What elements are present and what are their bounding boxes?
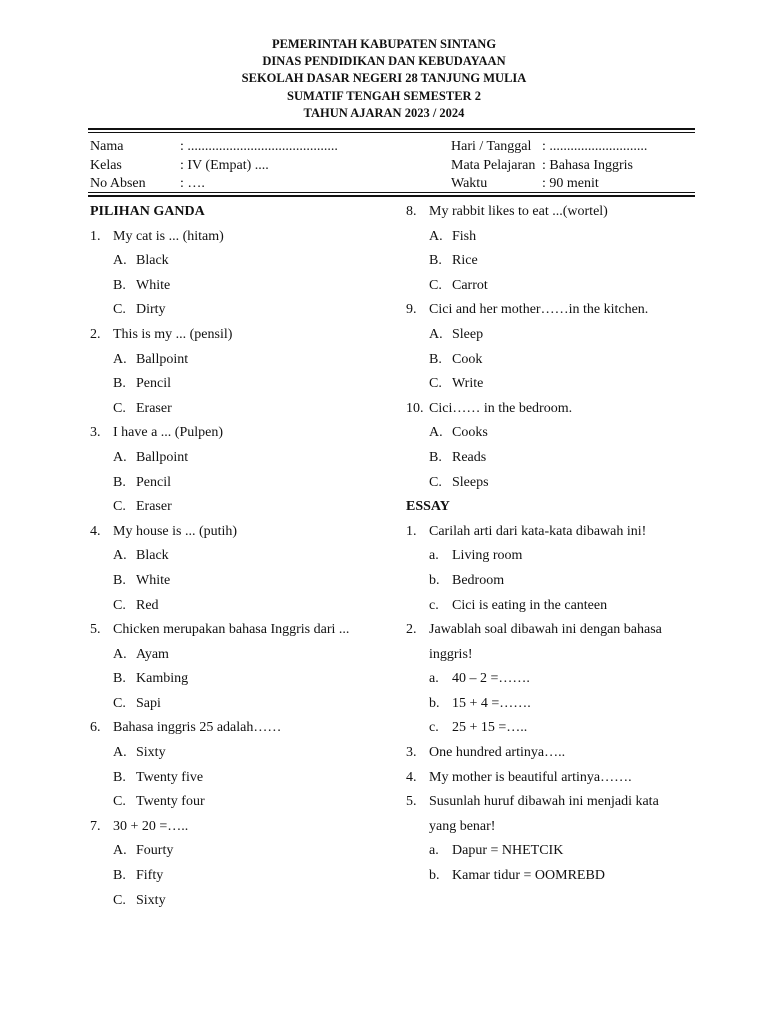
option-text: Ayam: [136, 646, 169, 662]
option-text: Rice: [452, 253, 478, 269]
option-letter: A.: [113, 449, 127, 465]
question-number: 5.: [406, 794, 417, 810]
info-label: Mata Pelajaran: [451, 157, 536, 173]
option-letter: C.: [429, 376, 442, 392]
answer-option: [90, 298, 390, 323]
option-letter: a.: [429, 843, 439, 859]
answer-option: [90, 790, 390, 815]
question-number: 1.: [90, 228, 101, 244]
question-item: [90, 815, 390, 840]
info-value: : IV (Empat) ....: [180, 157, 269, 173]
question-continuation: [406, 815, 706, 840]
info-label: No Absen: [90, 176, 146, 191]
question-text: My cat is ... (hitam): [113, 228, 224, 244]
answer-option: [90, 667, 390, 692]
option-letter: B.: [113, 769, 126, 785]
option-text: Cici is eating in the canteen: [452, 597, 608, 613]
option-text: Pencil: [136, 376, 171, 392]
answer-option: [406, 692, 706, 717]
questions-left-column: [90, 200, 390, 913]
question-number: 3.: [406, 745, 417, 761]
option-text: Dirty: [136, 302, 166, 318]
option-letter: b.: [429, 868, 440, 884]
answer-option: [406, 667, 706, 692]
info-row-hari-tanggal: [451, 138, 647, 157]
answer-option: [90, 889, 390, 914]
question-text: Carilah arti dari kata-kata dibawah ini!: [429, 523, 647, 539]
option-letter: B.: [113, 474, 126, 490]
option-text: Cook: [452, 351, 483, 367]
header-line-exam: SUMATIF TENGAH SEMESTER 2: [287, 88, 481, 103]
answer-option: [406, 274, 706, 299]
option-letter: A.: [429, 228, 443, 244]
option-letter: c.: [429, 597, 439, 613]
option-text: Sleep: [452, 326, 484, 342]
question-text: Cici and her mother……in the kitchen.: [429, 302, 649, 318]
answer-option: [406, 569, 706, 594]
answer-option: [406, 716, 706, 741]
option-letter: C.: [429, 474, 442, 490]
question-item: [90, 323, 390, 348]
answer-option: [90, 471, 390, 496]
option-text: White: [136, 572, 171, 588]
question-number: 9.: [406, 302, 417, 318]
header-line-year: TAHUN AJARAN 2023 / 2024: [303, 105, 465, 120]
question-text: Jawablah soal dibawah ini dengan bahasa: [429, 622, 662, 638]
answer-option: [406, 446, 706, 471]
info-row-mata-pelajaran: [451, 157, 647, 176]
answer-option: [90, 692, 390, 717]
option-letter: b.: [429, 695, 440, 711]
info-value: : Bahasa Inggris: [542, 157, 633, 173]
info-label: Hari / Tanggal: [451, 139, 532, 154]
question-number: 10.: [406, 400, 424, 416]
option-letter: B.: [113, 572, 126, 588]
option-text: Black: [136, 548, 169, 564]
question-number: 2.: [406, 622, 417, 638]
question-number: 4.: [406, 769, 417, 785]
option-text: Sleeps: [452, 474, 489, 490]
option-text: Kambing: [136, 671, 189, 687]
question-item: [90, 520, 390, 545]
info-value: : ...........................................: [180, 139, 338, 154]
option-letter: b.: [429, 572, 440, 588]
question-text: Bahasa inggris 25 adalah……: [113, 720, 282, 736]
question-text: This is my ... (pensil): [113, 326, 233, 342]
option-text: Fourty: [136, 843, 174, 859]
option-letter: C.: [429, 277, 442, 293]
option-letter: C.: [113, 499, 126, 515]
option-text: Dapur = NHETCIK: [452, 843, 564, 859]
option-text: Kamar tidur = OOMREBD: [452, 868, 605, 884]
question-number: 1.: [406, 523, 417, 539]
answer-option: [90, 446, 390, 471]
option-letter: B.: [113, 868, 126, 884]
option-text: Fifty: [136, 868, 164, 884]
answer-option: [406, 225, 706, 250]
option-text: Black: [136, 253, 169, 269]
question-number: 2.: [90, 326, 101, 342]
option-letter: a.: [429, 548, 439, 564]
option-letter: B.: [429, 449, 442, 465]
option-letter: B.: [113, 671, 126, 687]
answer-option: [406, 421, 706, 446]
question-text: 30 + 20 =…..: [113, 818, 189, 834]
option-letter: A.: [113, 646, 127, 662]
option-text: Pencil: [136, 474, 171, 490]
question-item: [406, 741, 706, 766]
question-number: 8.: [406, 204, 417, 219]
answer-option: [90, 372, 390, 397]
answer-option: [90, 864, 390, 889]
option-text: Twenty four: [136, 794, 205, 810]
header-divider-top: [88, 128, 695, 130]
answer-option: [406, 471, 706, 496]
answer-option: [406, 839, 706, 864]
question-number: 5.: [90, 622, 101, 638]
question-text: Cici…… in the bedroom.: [429, 400, 573, 416]
option-text: yang benar!: [429, 818, 496, 834]
option-text: Sapi: [136, 695, 161, 711]
answer-option: [406, 348, 706, 373]
option-text: Eraser: [136, 400, 172, 416]
answer-option: [90, 741, 390, 766]
answer-option: [90, 249, 390, 274]
option-text: Write: [452, 376, 484, 392]
answer-option: [406, 864, 706, 889]
answer-option: [90, 544, 390, 569]
question-item: [90, 716, 390, 741]
section-heading: PILIHAN GANDA: [90, 204, 205, 219]
answer-option: [90, 397, 390, 422]
question-item: [406, 520, 706, 545]
question-item: [90, 421, 390, 446]
info-value: : ............................: [542, 139, 648, 154]
option-letter: B.: [429, 253, 442, 269]
student-info-right: [451, 138, 647, 194]
question-item: [406, 397, 706, 422]
question-item: [406, 790, 706, 815]
question-number: 4.: [90, 523, 101, 539]
option-letter: B.: [113, 376, 126, 392]
option-letter: C.: [113, 302, 126, 318]
option-text: White: [136, 277, 171, 293]
question-text: Susunlah huruf dibawah ini menjadi kata: [429, 794, 659, 810]
option-letter: C.: [113, 695, 126, 711]
option-text: Bedroom: [452, 572, 505, 588]
header-line-school: SEKOLAH DASAR NEGERI 28 TANJUNG MULIA: [241, 71, 527, 86]
section-heading: ESSAY: [406, 499, 450, 515]
question-item: [406, 766, 706, 791]
answer-option: [406, 372, 706, 397]
header-divider-top-thin: [88, 132, 695, 133]
option-text: inggris!: [429, 646, 473, 662]
question-text: My house is ... (putih): [113, 523, 238, 539]
header-line-government: PEMERINTAH KABUPATEN SINTANG: [271, 37, 497, 51]
question-number: 3.: [90, 425, 101, 441]
option-letter: C.: [113, 794, 126, 810]
option-text: Twenty five: [136, 769, 204, 785]
option-text: 15 + 4 =…….: [452, 695, 531, 711]
option-letter: A.: [113, 745, 127, 761]
option-text: 25 + 15 =…..: [452, 720, 528, 736]
option-text: Ballpoint: [136, 449, 189, 465]
info-divider-bottom: [88, 195, 695, 197]
option-text: Eraser: [136, 499, 172, 515]
question-text: One hundred artinya…..: [429, 745, 566, 761]
info-row-waktu: [451, 175, 647, 194]
question-item: [406, 298, 706, 323]
question-number: 7.: [90, 818, 101, 834]
info-row-no-absen: [90, 175, 338, 194]
header-line-department: DINAS PENDIDIKAN DAN KEBUDAYAAN: [262, 54, 506, 69]
answer-option: [90, 643, 390, 668]
answer-option: [406, 249, 706, 274]
answer-option: [406, 594, 706, 619]
info-value: : 90 menit: [542, 176, 599, 191]
option-letter: C.: [113, 400, 126, 416]
option-letter: A.: [113, 843, 127, 859]
answer-option: [90, 766, 390, 791]
option-text: Fish: [452, 228, 477, 244]
info-row-nama: [90, 138, 338, 157]
answer-option: [90, 569, 390, 594]
info-label: Kelas: [90, 157, 122, 173]
option-letter: A.: [429, 326, 443, 342]
option-letter: A.: [113, 351, 127, 367]
answer-option: [90, 348, 390, 373]
question-item: [90, 618, 390, 643]
info-label: Waktu: [451, 176, 488, 191]
option-text: Living room: [452, 548, 523, 564]
option-text: 40 – 2 =…….: [452, 671, 530, 687]
questions-right-column: [406, 200, 706, 889]
option-letter: B.: [113, 277, 126, 293]
option-letter: B.: [429, 351, 442, 367]
answer-option: [406, 544, 706, 569]
info-label: Nama: [90, 139, 124, 154]
option-text: Cooks: [452, 425, 488, 441]
info-row-kelas: [90, 157, 338, 176]
option-letter: A.: [113, 548, 127, 564]
answer-option: [406, 323, 706, 348]
document-header: [0, 36, 768, 122]
option-text: Sixty: [136, 892, 166, 908]
option-text: Ballpoint: [136, 351, 189, 367]
question-item: [90, 225, 390, 250]
answer-option: [90, 495, 390, 520]
question-continuation: [406, 643, 706, 668]
question-text: My mother is beautiful artinya…….: [429, 769, 632, 785]
info-divider-thin: [88, 192, 695, 193]
question-text: Chicken merupakan bahasa Inggris dari ...: [113, 622, 350, 638]
question-number: 6.: [90, 720, 101, 736]
option-text: Sixty: [136, 745, 166, 761]
option-letter: C.: [113, 597, 126, 613]
option-letter: a.: [429, 671, 439, 687]
question-text: My rabbit likes to eat ...(wortel): [429, 204, 608, 219]
student-info-left: [90, 138, 338, 194]
question-item: [406, 618, 706, 643]
answer-option: [90, 839, 390, 864]
option-text: Red: [136, 597, 159, 613]
info-value: : ….: [180, 176, 205, 191]
answer-option: [90, 274, 390, 299]
option-letter: A.: [429, 425, 443, 441]
option-letter: A.: [113, 253, 127, 269]
option-text: Carrot: [452, 277, 488, 293]
option-letter: C.: [113, 892, 126, 908]
question-text: I have a ... (Pulpen): [113, 425, 224, 441]
option-text: Reads: [452, 449, 487, 465]
question-item: [406, 200, 706, 225]
option-letter: c.: [429, 720, 439, 736]
answer-option: [90, 594, 390, 619]
